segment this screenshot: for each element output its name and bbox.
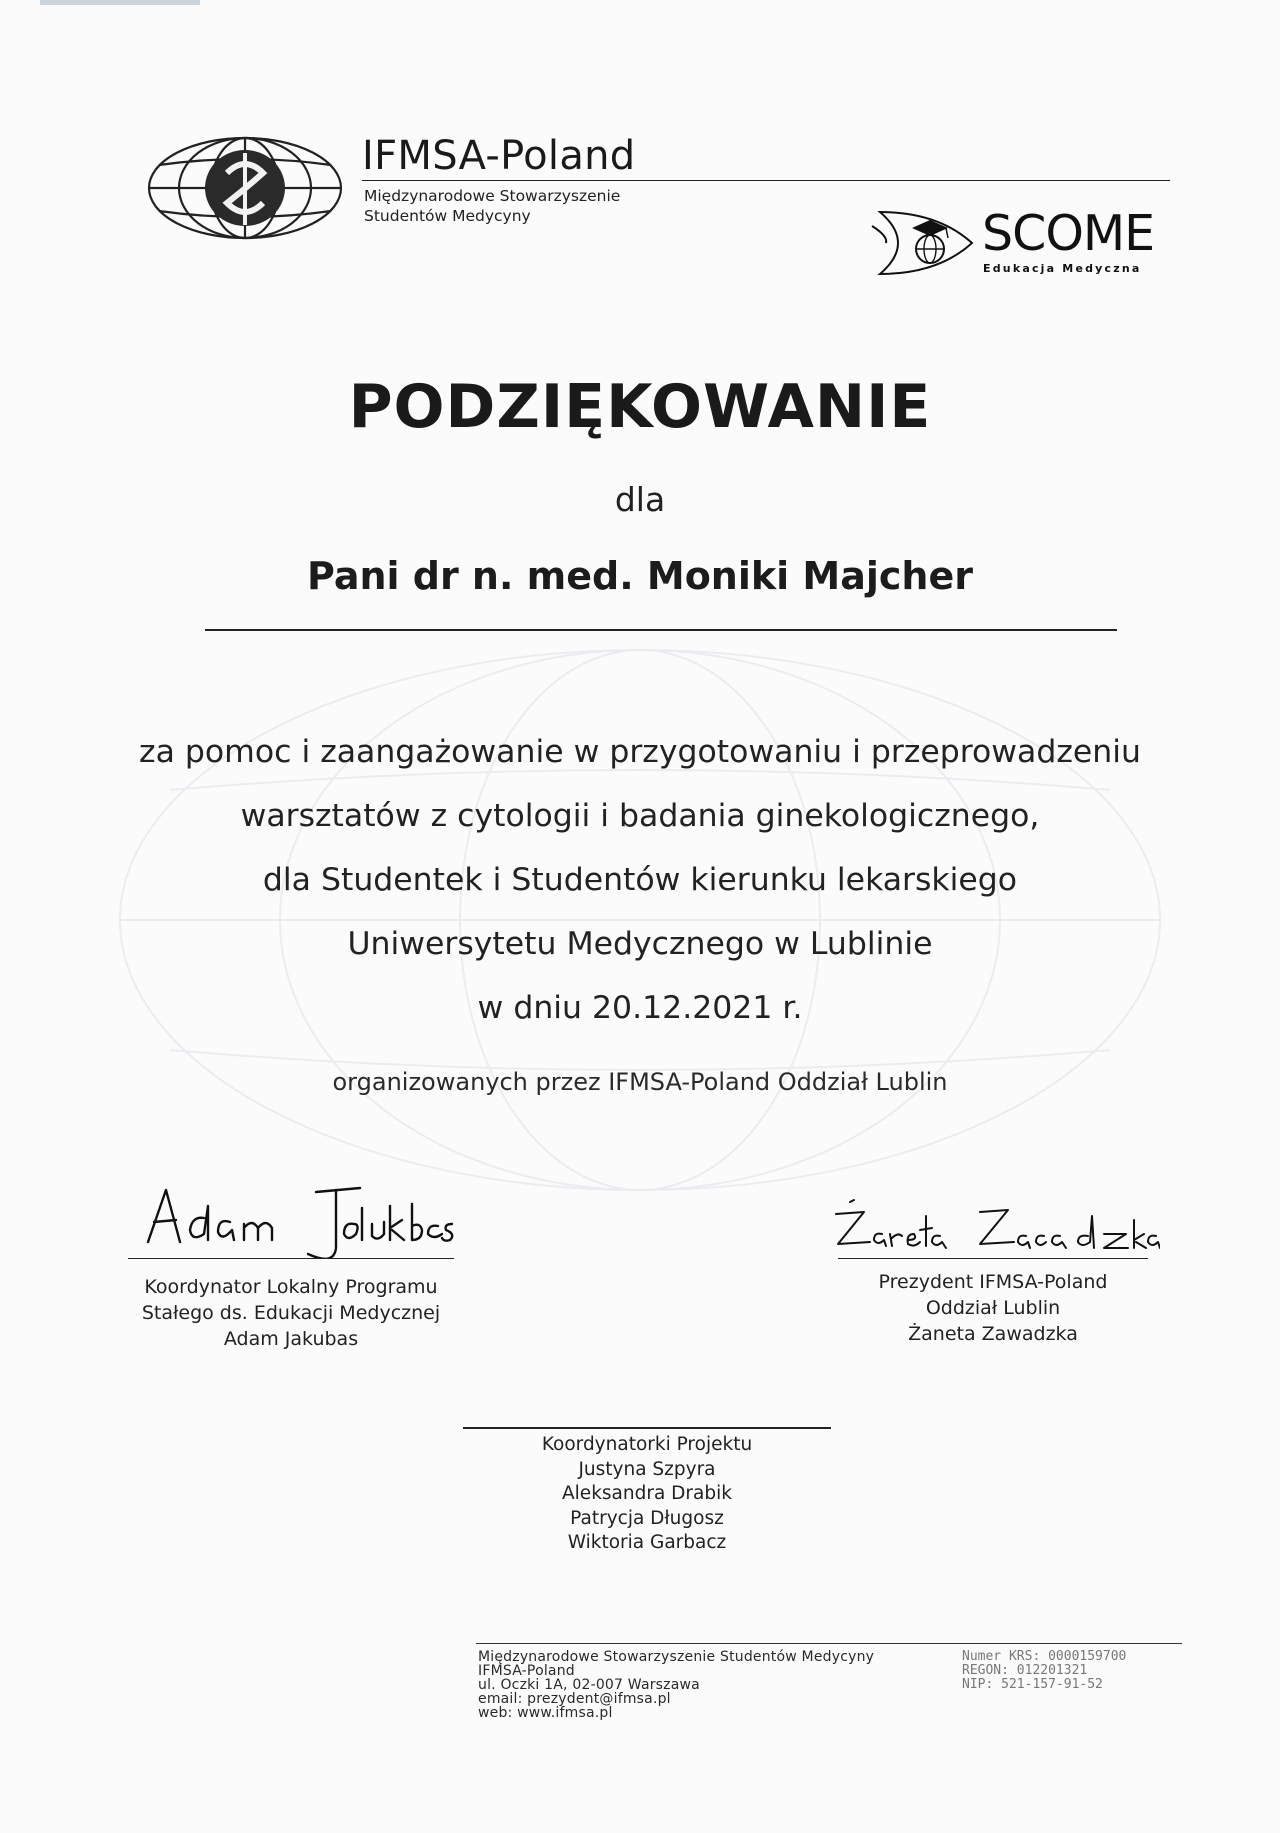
recipient-name: Pani dr n. med. Moniki Majcher (306, 554, 973, 598)
footer-street: ul. Oczki 1A, 02-007 Warszawa (478, 1677, 700, 1693)
coordinator-name: Patrycja Długosz (570, 1507, 724, 1529)
certificate-body (0, 720, 1280, 1040)
signature-right (830, 1194, 1160, 1254)
signature-left-line (128, 1258, 454, 1259)
certificate-title: PODZIĘKOWANIE (348, 372, 932, 442)
signature-left-role2: Stałego ds. Edukacji Medycznej (141, 1302, 441, 1324)
signature-right-role2: Oddział Lublin (925, 1297, 1061, 1319)
signature-right-line (838, 1258, 1148, 1259)
footer-divider (476, 1643, 1182, 1644)
footer-krs: Numer KRS: 0000159700 (962, 1649, 1127, 1664)
dedication-word: dla (614, 480, 666, 519)
signature-left (140, 1178, 460, 1258)
footer-web: web: www.ifmsa.pl (478, 1705, 613, 1721)
footer-regon: REGON: 012201321 (962, 1663, 1088, 1678)
body-line: w dniu 20.12.2021 r. (477, 990, 803, 1026)
footer-address (478, 1650, 874, 1720)
coordinators-block (463, 1433, 831, 1556)
recipient-underline (205, 629, 1117, 631)
ifmsa-org-name: IFMSA-Poland (362, 133, 636, 179)
signature-left-role1: Koordynator Lokalny Programu (144, 1276, 438, 1298)
coordinator-name: Aleksandra Drabik (562, 1483, 732, 1504)
footer-org-full-name: Międzynarodowe Stowarzyszenie Studentów Medycyny (478, 1649, 875, 1665)
scome-subtitle: Edukacja Medyczna (983, 262, 1142, 275)
coordinators-heading: Koordynatorki Projektu (541, 1434, 753, 1455)
footer-email: email: prezydent@ifmsa.pl (478, 1691, 671, 1707)
signature-right-caption (838, 1269, 1148, 1347)
ifmsa-globe-logo-icon (145, 133, 345, 243)
coordinators-line (463, 1427, 831, 1429)
body-line: warsztatów z cytologii i badania ginekologicznego, (240, 798, 1040, 834)
scome-logo-icon (868, 206, 978, 280)
footer-nip: NIP: 521-157-91-52 (962, 1677, 1103, 1692)
signature-left-caption (128, 1274, 454, 1352)
signature-right-role1: Prezydent IFMSA-Poland (878, 1271, 1108, 1293)
footer-registry (962, 1650, 1126, 1692)
ifmsa-subtitle-line1: Międzynarodowe Stowarzyszenie (364, 187, 621, 205)
header-divider (362, 180, 1170, 181)
organized-by: organizowanych przez IFMSA-Poland Oddział Lublin (332, 1068, 948, 1096)
ifmsa-org-subtitle (364, 186, 620, 226)
ifmsa-subtitle-line2: Studentów Medycyny (364, 207, 531, 225)
body-line: za pomoc i zaangażowanie w przygotowaniu i przeprowadzeniu (139, 734, 1141, 770)
coordinator-name: Wiktoria Garbacz (567, 1532, 727, 1553)
body-line: dla Studentek i Studentów kierunku lekarskiego (262, 862, 1018, 898)
scome-name: SCOME (982, 205, 1155, 262)
coordinator-name: Justyna Szpyra (578, 1458, 716, 1480)
signature-left-name: Adam Jakubas (223, 1328, 359, 1350)
signature-right-name: Żaneta Zawadzka (908, 1323, 1078, 1345)
scan-edge-stripe (40, 0, 200, 5)
footer-org-short-name: IFMSA-Poland (478, 1663, 575, 1679)
body-line: Uniwersytetu Medycznego w Lublinie (347, 926, 933, 962)
